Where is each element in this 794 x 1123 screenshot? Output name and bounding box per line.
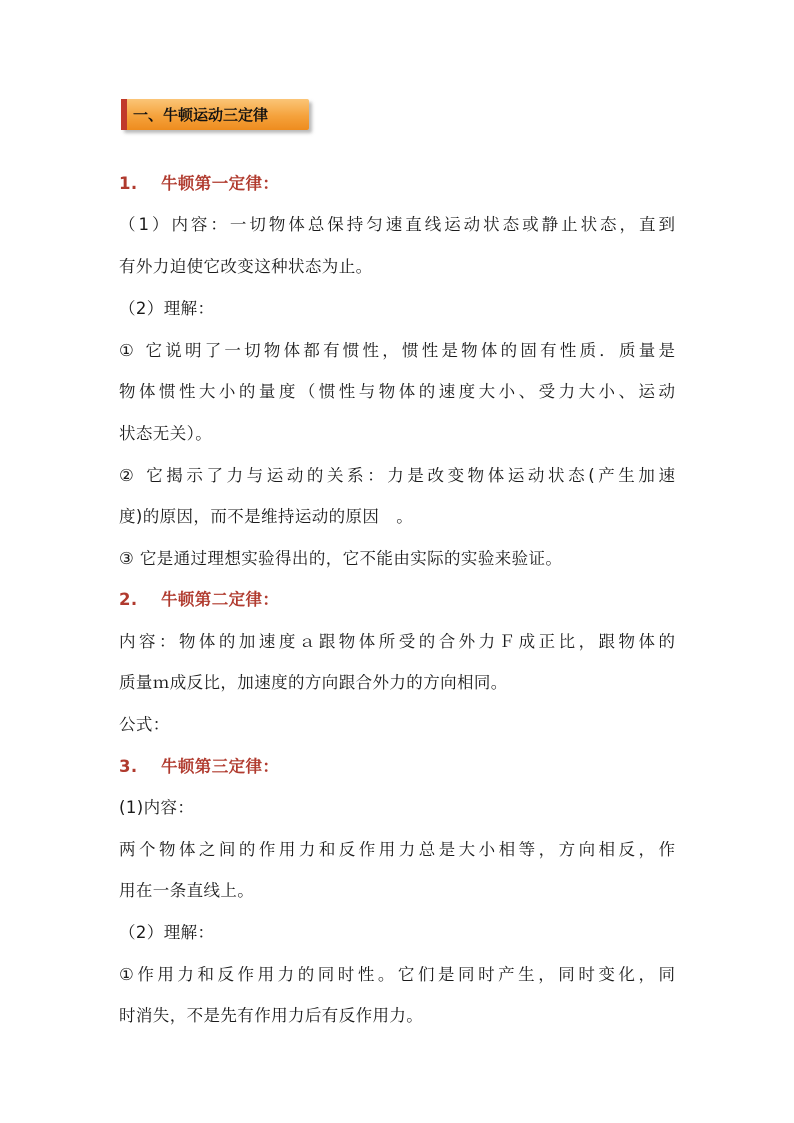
law2-heading (119, 589, 279, 611)
law3-content-line2: 用在一条直线上。 (119, 881, 255, 900)
law3-point1-line1: ①作用力和反作用力的同时性。它们是同时产生，同时变化，同 (119, 965, 675, 984)
law1-point3-line1: ③ 它是通过理想实验得出的，它不能由实际的实验来验证。 (119, 549, 563, 568)
law1-title: 牛顿第一定律： (161, 174, 280, 193)
banner-accent-tab (121, 99, 127, 130)
section-title: 一、牛顿运动三定律 (133, 106, 269, 124)
law3-heading (119, 756, 279, 778)
law2-content-line2: 质量ｍ成反比，加速度的方向跟合外力的方向相同。 (119, 673, 508, 692)
law1-point2-line1: ② 它揭示了力与运动的关系：力是改变物体运动状态(产生加速 (119, 466, 675, 485)
law2-formula-label: 公式： (119, 715, 170, 734)
law2-content-line1: 内容：物体的加速度ａ跟物体所受的合外力Ｆ成正比，跟物体的 (119, 632, 675, 651)
law3-point1-line2: 时消失，不是先有作用力后有反作用力。 (119, 1006, 424, 1025)
law3-number: 3. (119, 757, 138, 776)
law1-understanding-label: （2）理解： (119, 299, 215, 318)
law1-point1-line2: 物体惯性大小的量度（惯性与物体的速度大小、受力大小、运动 (119, 382, 675, 401)
law1-point2-line2: 度)的原因，而不是维持运动的原因 。 (119, 507, 414, 526)
section-banner (121, 99, 309, 130)
law2-number: 2. (119, 590, 138, 609)
law1-content-line1: （1）内容：一切物体总保持匀速直线运动状态或静止状态，直到 (119, 215, 675, 234)
law3-content-line1: 两个物体之间的作用力和反作用力总是大小相等，方向相反，作 (119, 840, 675, 859)
law3-title: 牛顿第三定律： (161, 757, 280, 776)
law1-content-line2: 有外力迫使它改变这种状态为止。 (119, 257, 373, 276)
law1-point1-line3: 状态无关）。 (119, 424, 213, 443)
law1-number: 1. (119, 174, 138, 193)
law3-content-label: (1)内容： (119, 798, 195, 817)
law1-heading (119, 173, 279, 195)
law1-point1-line1: ① 它说明了一切物体都有惯性，惯性是物体的固有性质．质量是 (119, 341, 675, 360)
law3-understanding-label: （2）理解： (119, 923, 215, 942)
law2-title: 牛顿第二定律： (161, 590, 280, 609)
